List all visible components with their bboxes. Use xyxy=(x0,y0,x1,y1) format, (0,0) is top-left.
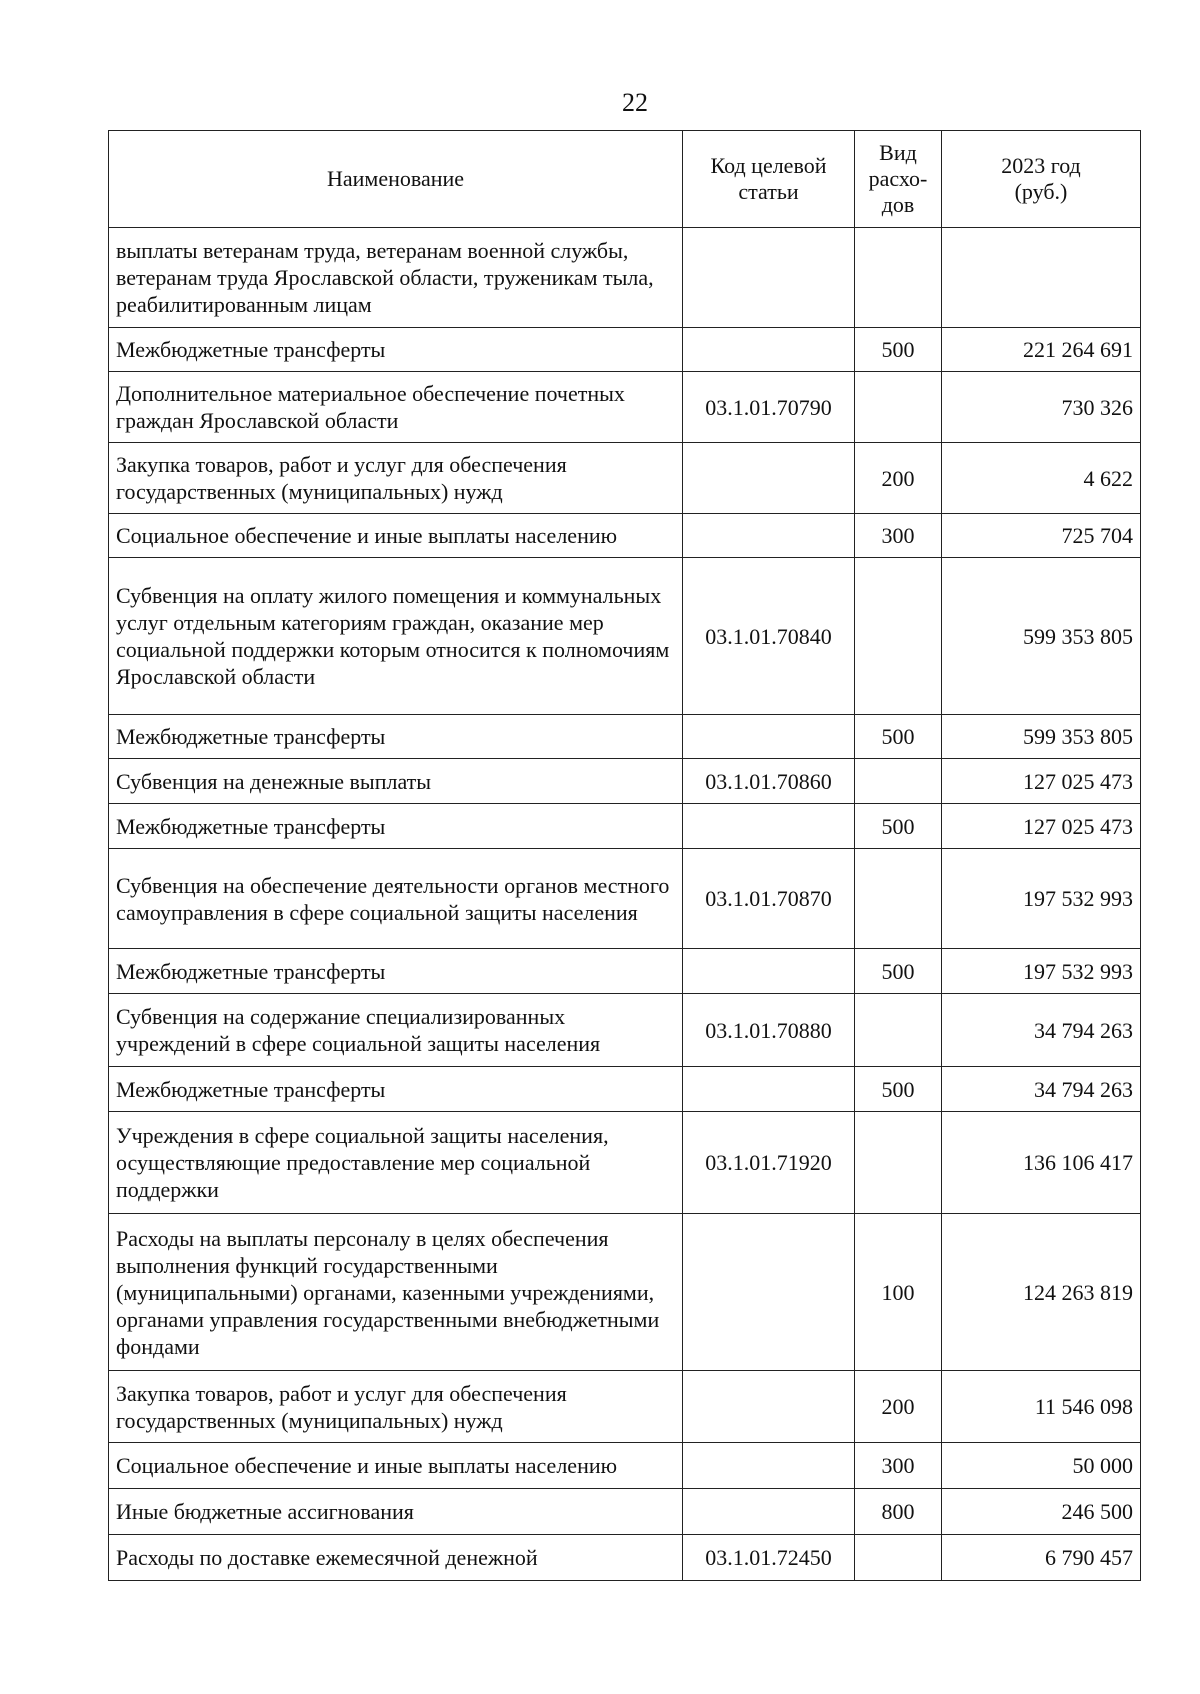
header-code: Код целевой статьи xyxy=(683,131,855,228)
row-amount: 197 532 993 xyxy=(942,849,1141,949)
row-amount: 50 000 xyxy=(942,1443,1141,1489)
row-name: Закупка товаров, работ и услуг для обеспечения государственных (муниципальных) нужд xyxy=(109,1371,683,1443)
row-name: Закупка товаров, работ и услуг для обеспечения государственных (муниципальных) нужд xyxy=(109,443,683,514)
header-type: Вид расхо-дов xyxy=(855,131,942,228)
row-type: 300 xyxy=(855,514,942,558)
row-type: 500 xyxy=(855,1067,942,1112)
row-type xyxy=(855,372,942,443)
row-code: 03.1.01.70840 xyxy=(683,558,855,715)
row-code xyxy=(683,715,855,759)
row-type: 800 xyxy=(855,1489,942,1535)
row-amount xyxy=(942,228,1141,328)
row-type xyxy=(855,1535,942,1581)
page-number: 22 xyxy=(622,88,648,117)
header-name: Наименование xyxy=(109,131,683,228)
row-type xyxy=(855,558,942,715)
row-amount: 34 794 263 xyxy=(942,994,1141,1067)
table-row xyxy=(109,372,1141,443)
table-row xyxy=(109,558,1141,715)
row-type xyxy=(855,994,942,1067)
row-code xyxy=(683,1214,855,1371)
table-row xyxy=(109,1489,1141,1535)
row-code xyxy=(683,804,855,849)
row-name: Субвенция на содержание специализированных учреждений в сфере социальной защиты населения xyxy=(109,994,683,1067)
row-amount: 34 794 263 xyxy=(942,1067,1141,1112)
row-code xyxy=(683,228,855,328)
row-name: выплаты ветеранам труда, ветеранам военной службы, ветеранам труда Ярославской области, труженикам тыла, реабилитированным лицам xyxy=(109,228,683,328)
row-type: 500 xyxy=(855,328,942,372)
row-type: 500 xyxy=(855,949,942,994)
row-name: Расходы по доставке ежемесячной денежной xyxy=(109,1535,683,1581)
row-code xyxy=(683,1371,855,1443)
row-code xyxy=(683,1489,855,1535)
row-type: 300 xyxy=(855,1443,942,1489)
row-code: 03.1.01.70790 xyxy=(683,372,855,443)
row-type: 200 xyxy=(855,1371,942,1443)
table-row xyxy=(109,228,1141,328)
row-amount: 127 025 473 xyxy=(942,759,1141,804)
row-code: 03.1.01.72450 xyxy=(683,1535,855,1581)
table-row xyxy=(109,949,1141,994)
table-row xyxy=(109,1371,1141,1443)
row-name: Субвенция на денежные выплаты xyxy=(109,759,683,804)
row-amount: 6 790 457 xyxy=(942,1535,1141,1581)
row-type xyxy=(855,1112,942,1214)
row-code: 03.1.01.70860 xyxy=(683,759,855,804)
table-row xyxy=(109,1112,1141,1214)
row-type: 200 xyxy=(855,443,942,514)
row-name: Межбюджетные трансферты xyxy=(109,715,683,759)
budget-table xyxy=(108,130,1141,1581)
row-code xyxy=(683,949,855,994)
row-name: Межбюджетные трансферты xyxy=(109,1067,683,1112)
table-row xyxy=(109,1535,1141,1581)
row-amount: 725 704 xyxy=(942,514,1141,558)
row-type: 500 xyxy=(855,715,942,759)
row-amount: 127 025 473 xyxy=(942,804,1141,849)
table-row xyxy=(109,514,1141,558)
row-amount: 197 532 993 xyxy=(942,949,1141,994)
row-code: 03.1.01.70870 xyxy=(683,849,855,949)
table-row xyxy=(109,804,1141,849)
table-row xyxy=(109,994,1141,1067)
row-amount: 599 353 805 xyxy=(942,715,1141,759)
row-amount: 246 500 xyxy=(942,1489,1141,1535)
table-row xyxy=(109,849,1141,949)
row-amount: 136 106 417 xyxy=(942,1112,1141,1214)
row-amount: 11 546 098 xyxy=(942,1371,1141,1443)
row-name: Дополнительное материальное обеспечение почетных граждан Ярославской области xyxy=(109,372,683,443)
table-row xyxy=(109,1443,1141,1489)
row-name: Иные бюджетные ассигнования xyxy=(109,1489,683,1535)
row-name: Субвенция на обеспечение деятельности органов местного самоуправления в сфере социальной защиты населения xyxy=(109,849,683,949)
row-name: Межбюджетные трансферты xyxy=(109,949,683,994)
row-code xyxy=(683,328,855,372)
row-amount: 4 622 xyxy=(942,443,1141,514)
row-name: Расходы на выплаты персоналу в целях обеспечения выполнения функций государственными (муниципальными) органами, казенными учреждениями, органами управления государственными внебюджетными фондами xyxy=(109,1214,683,1371)
row-code: 03.1.01.71920 xyxy=(683,1112,855,1214)
row-name: Межбюджетные трансферты xyxy=(109,328,683,372)
row-amount: 730 326 xyxy=(942,372,1141,443)
table-header-row xyxy=(109,131,1141,228)
table-row xyxy=(109,1214,1141,1371)
table-row xyxy=(109,328,1141,372)
row-name: Социальное обеспечение и иные выплаты населению xyxy=(109,514,683,558)
row-name: Субвенция на оплату жилого помещения и коммунальных услуг отдельным категориям граждан, оказание мер социальной поддержки которым относится к полномочиям Ярославской области xyxy=(109,558,683,715)
row-code xyxy=(683,443,855,514)
table-row xyxy=(109,1067,1141,1112)
row-type xyxy=(855,759,942,804)
row-amount: 124 263 819 xyxy=(942,1214,1141,1371)
row-type: 100 xyxy=(855,1214,942,1371)
row-type xyxy=(855,849,942,949)
row-type xyxy=(855,228,942,328)
header-amount: 2023 год (руб.) xyxy=(942,131,1141,228)
row-type: 500 xyxy=(855,804,942,849)
row-name: Социальное обеспечение и иные выплаты населению xyxy=(109,1443,683,1489)
row-name: Межбюджетные трансферты xyxy=(109,804,683,849)
table-row xyxy=(109,759,1141,804)
row-amount: 221 264 691 xyxy=(942,328,1141,372)
table-row xyxy=(109,715,1141,759)
row-code: 03.1.01.70880 xyxy=(683,994,855,1067)
row-name: Учреждения в сфере социальной защиты населения, осуществляющие предоставление мер социальной поддержки xyxy=(109,1112,683,1214)
table-row xyxy=(109,443,1141,514)
row-amount: 599 353 805 xyxy=(942,558,1141,715)
row-code xyxy=(683,1067,855,1112)
row-code xyxy=(683,1443,855,1489)
row-code xyxy=(683,514,855,558)
